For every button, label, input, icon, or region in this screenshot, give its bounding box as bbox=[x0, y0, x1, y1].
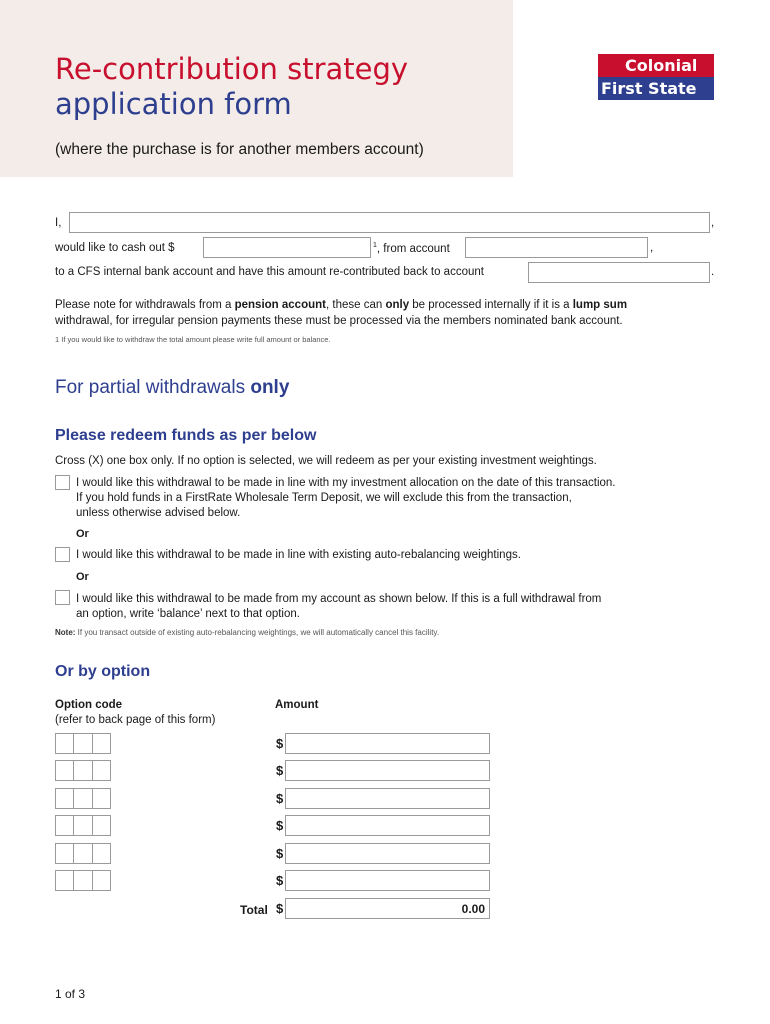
from-account-field[interactable] bbox=[465, 237, 648, 258]
option-amount-field[interactable] bbox=[285, 788, 490, 809]
currency-symbol: $ bbox=[276, 846, 284, 861]
i-label: I, bbox=[55, 217, 62, 229]
pension-note-text-1: Please note for withdrawals from a bbox=[55, 299, 235, 311]
pension-note-bold-2: only bbox=[385, 299, 410, 311]
from-account-label bbox=[373, 242, 450, 255]
or-label-2: Or bbox=[76, 571, 89, 583]
from-account-text: , from account bbox=[376, 242, 450, 255]
option-1-line-2: If you hold funds in a FirstRate Wholesale Term Deposit, we will exclude this from the transaction, bbox=[76, 492, 572, 504]
currency-symbol: $ bbox=[276, 763, 284, 778]
option-code-field[interactable] bbox=[55, 843, 110, 864]
or-label-1: Or bbox=[76, 528, 89, 540]
option-2-checkbox[interactable] bbox=[55, 547, 70, 562]
logo-line-1: Colonial bbox=[598, 54, 714, 77]
pension-note-line-2: withdrawal, for irregular pension payments these must be processed via the members nominated bank account. bbox=[55, 315, 623, 327]
page-subtitle: (where the purchase is for another members account) bbox=[55, 141, 424, 158]
comma-2: , bbox=[650, 242, 654, 254]
footnote-marker: 1 bbox=[373, 242, 377, 249]
partial-heading-bold: only bbox=[250, 377, 290, 398]
option-code-subtitle: (refer to back page of this form) bbox=[55, 714, 216, 726]
page-number: 1 of 3 bbox=[55, 987, 86, 1001]
currency-symbol: $ bbox=[276, 873, 284, 888]
option-code-field[interactable] bbox=[55, 760, 110, 781]
redeem-instruction: Cross (X) one box only. If no option is selected, we will redeem as per your existing investment weightings. bbox=[55, 455, 597, 467]
option-code-field[interactable] bbox=[55, 788, 110, 809]
auto-rebalancing-note bbox=[55, 628, 439, 637]
pension-note-text-3: be processed internally if it is a bbox=[409, 299, 573, 311]
by-option-heading: Or by option bbox=[55, 663, 151, 680]
option-code-field[interactable] bbox=[55, 870, 110, 891]
redeem-heading: Please redeem funds as per below bbox=[55, 427, 317, 444]
currency-symbol: $ bbox=[276, 818, 284, 833]
pension-note-bold-3: lump sum bbox=[572, 299, 628, 311]
note-text: If you transact outside of existing auto-rebalancing weightings, we will automatically cancel this facility. bbox=[75, 628, 440, 637]
option-3-line-1: I would like this withdrawal to be made from my account as shown below. If this is a full withdrawal from bbox=[76, 593, 602, 605]
to-account-field[interactable] bbox=[528, 262, 710, 283]
option-code-field[interactable] bbox=[55, 733, 110, 754]
period: . bbox=[711, 266, 715, 278]
partial-withdrawals-heading bbox=[55, 377, 289, 399]
footnote: 1 If you would like to withdraw the total amount please write full amount or balance. bbox=[55, 335, 331, 344]
pension-note-text-2: , these can bbox=[325, 299, 386, 311]
currency-symbol: $ bbox=[276, 791, 284, 806]
option-1-line-3: unless otherwise advised below. bbox=[76, 507, 241, 519]
member-name-field[interactable] bbox=[69, 212, 710, 233]
cash-out-amount-field[interactable] bbox=[203, 237, 371, 258]
option-amount-field[interactable] bbox=[285, 870, 490, 891]
option-amount-field[interactable] bbox=[285, 843, 490, 864]
option-3-line-2: an option, write ‘balance’ next to that option. bbox=[76, 608, 300, 620]
option-code-field[interactable] bbox=[55, 815, 110, 836]
comma-1: , bbox=[711, 217, 715, 229]
option-3-checkbox[interactable] bbox=[55, 590, 70, 605]
option-1-checkbox[interactable] bbox=[55, 475, 70, 490]
total-label: Total bbox=[240, 903, 268, 917]
amount-header: Amount bbox=[275, 699, 319, 711]
colonial-first-state-logo bbox=[598, 54, 714, 100]
option-amount-field[interactable] bbox=[285, 760, 490, 781]
total-amount-field: 0.00 bbox=[285, 898, 490, 919]
option-code-header bbox=[55, 698, 215, 728]
title-line-1: Re-contribution strategy bbox=[55, 52, 409, 86]
pension-note-bold-1: pension account bbox=[234, 299, 326, 311]
title-line-2: application form bbox=[55, 87, 292, 121]
option-1-line-1: I would like this withdrawal to be made in line with my investment allocation on the date of this transaction. bbox=[76, 477, 616, 489]
option-2-text: I would like this withdrawal to be made in line with existing auto-rebalancing weightings. bbox=[76, 549, 521, 561]
option-3-text bbox=[76, 592, 601, 622]
pension-note bbox=[55, 297, 627, 329]
partial-heading-text: For partial withdrawals bbox=[55, 377, 251, 398]
currency-symbol: $ bbox=[276, 736, 284, 751]
logo-line-2: First State bbox=[598, 77, 714, 100]
note-label: Note: bbox=[55, 628, 76, 637]
option-code-title: Option code bbox=[55, 699, 123, 711]
option-amount-field[interactable] bbox=[285, 733, 490, 754]
total-currency-symbol: $ bbox=[276, 901, 284, 916]
cash-out-label: would like to cash out $ bbox=[55, 242, 175, 254]
option-amount-field[interactable] bbox=[285, 815, 490, 836]
option-1-text bbox=[76, 476, 616, 521]
to-account-label: to a CFS internal bank account and have this amount re-contributed back to account bbox=[55, 266, 484, 278]
page-title bbox=[55, 52, 408, 122]
